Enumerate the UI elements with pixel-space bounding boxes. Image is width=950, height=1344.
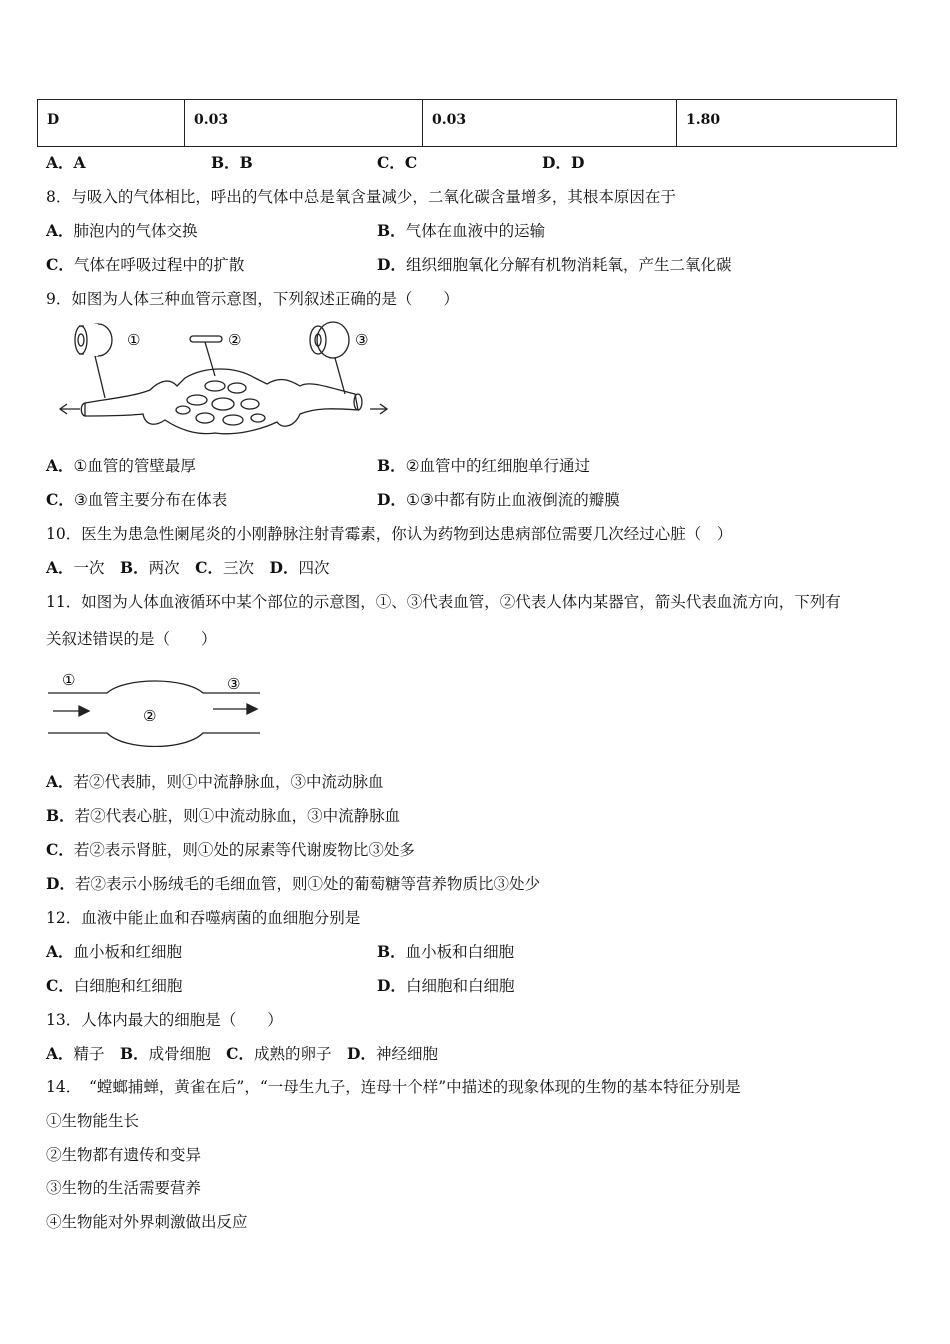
q11-stem-line2: 关叙述错误的是（ ） xyxy=(46,630,217,648)
table-cell: 1.80 xyxy=(677,100,897,147)
q7-option-b: B．B xyxy=(211,153,253,172)
q14-item-1: ①生物能生长 xyxy=(46,1112,140,1130)
table-cell: 0.03 xyxy=(185,100,423,147)
q12-option-c: C．白细胞和红细胞 xyxy=(46,976,183,995)
q9-option-b: B．②血管中的红细胞单行通过 xyxy=(377,456,591,475)
q9-option-d: D．①③中都有防止血液倒流的瓣膜 xyxy=(377,490,620,509)
q14-item-3: ③生物的生活需要营养 xyxy=(46,1179,202,1197)
q12-option-b: B．血小板和白细胞 xyxy=(377,942,515,961)
q10-stem: 10．医生为患急性阑尾炎的小刚静脉注射青霉素，你认为药物到达患病部位需要几次经过心脏（ ） xyxy=(46,525,733,543)
q11-label-2: ② xyxy=(143,707,157,725)
q14-item-2: ②生物都有遗传和变异 xyxy=(46,1146,202,1164)
q7-option-d: D．D xyxy=(542,153,585,172)
q14-item-4: ④生物能对外界刺激做出反应 xyxy=(46,1213,248,1231)
q14-stem: 14． “螳螂捕蝉，黄雀在后”，“一母生九子，连母十个样”中描述的现象体现的生物的基本特征分别是 xyxy=(46,1078,741,1096)
q8-option-d: D．组织细胞氧化分解有机物消耗氧，产生二氧化碳 xyxy=(377,255,732,274)
q11-label-1: ① xyxy=(62,671,76,689)
table-row xyxy=(38,100,897,147)
q11-option-d: D．若②表示小肠绒毛的毛细血管，则①处的葡萄糖等营养物质比③处少 xyxy=(46,874,540,893)
data-table xyxy=(37,99,897,147)
q7-option-c: C．C xyxy=(377,153,418,172)
q11-option-b: B．若②代表心脏，则①中流动脉血，③中流静脉血 xyxy=(46,806,401,825)
q9-option-a: A．①血管的管壁最厚 xyxy=(46,456,196,475)
q11-option-a: A．若②代表肺，则①中流静脉血，③中流动脉血 xyxy=(46,772,384,791)
q9-label-1: ① xyxy=(127,331,141,349)
q9-label-3: ③ xyxy=(355,331,369,349)
q8-stem: 8．与吸入的气体相比，呼出的气体中总是氧含量减少，二氧化碳含量增多，其根本原因在于 xyxy=(46,188,676,206)
q12-option-d: D．白细胞和白细胞 xyxy=(377,976,515,995)
q8-option-c: C．气体在呼吸过程中的扩散 xyxy=(46,255,245,274)
q11-option-c: C．若②表示肾脏，则①处的尿素等代谢废物比③处多 xyxy=(46,840,415,859)
q12-option-a: A．血小板和红细胞 xyxy=(46,942,183,961)
circulation-diagram xyxy=(45,665,270,747)
q9-stem: 9．如图为人体三种血管示意图，下列叙述正确的是（ ） xyxy=(46,290,459,308)
q7-option-a: A．A xyxy=(46,153,86,172)
q9-option-c: C．③血管主要分布在体表 xyxy=(46,490,228,509)
q13-stem: 13．人体内最大的细胞是（ ） xyxy=(46,1011,283,1029)
table-cell: D xyxy=(38,100,185,147)
table-cell: 0.03 xyxy=(423,100,677,147)
q13-options: A．精子 B．成骨细胞 C．成熟的卵子 D．神经细胞 xyxy=(46,1044,438,1063)
q9-label-2: ② xyxy=(228,331,242,349)
q10-options: A．一次 B．两次 C．三次 D．四次 xyxy=(46,558,330,577)
q12-stem: 12．血液中能止血和吞噬病菌的血细胞分别是 xyxy=(46,909,361,927)
q8-option-a: A．肺泡内的气体交换 xyxy=(46,221,198,240)
q8-option-b: B．气体在血液中的运输 xyxy=(377,221,546,240)
q11-label-3: ③ xyxy=(227,675,241,693)
q11-stem-line1: 11．如图为人体血液循环中某个部位的示意图，①、③代表血管，②代表人体内某器官，箭头代表血流方向，下列有 xyxy=(46,593,841,611)
blood-vessel-diagram xyxy=(55,318,400,443)
